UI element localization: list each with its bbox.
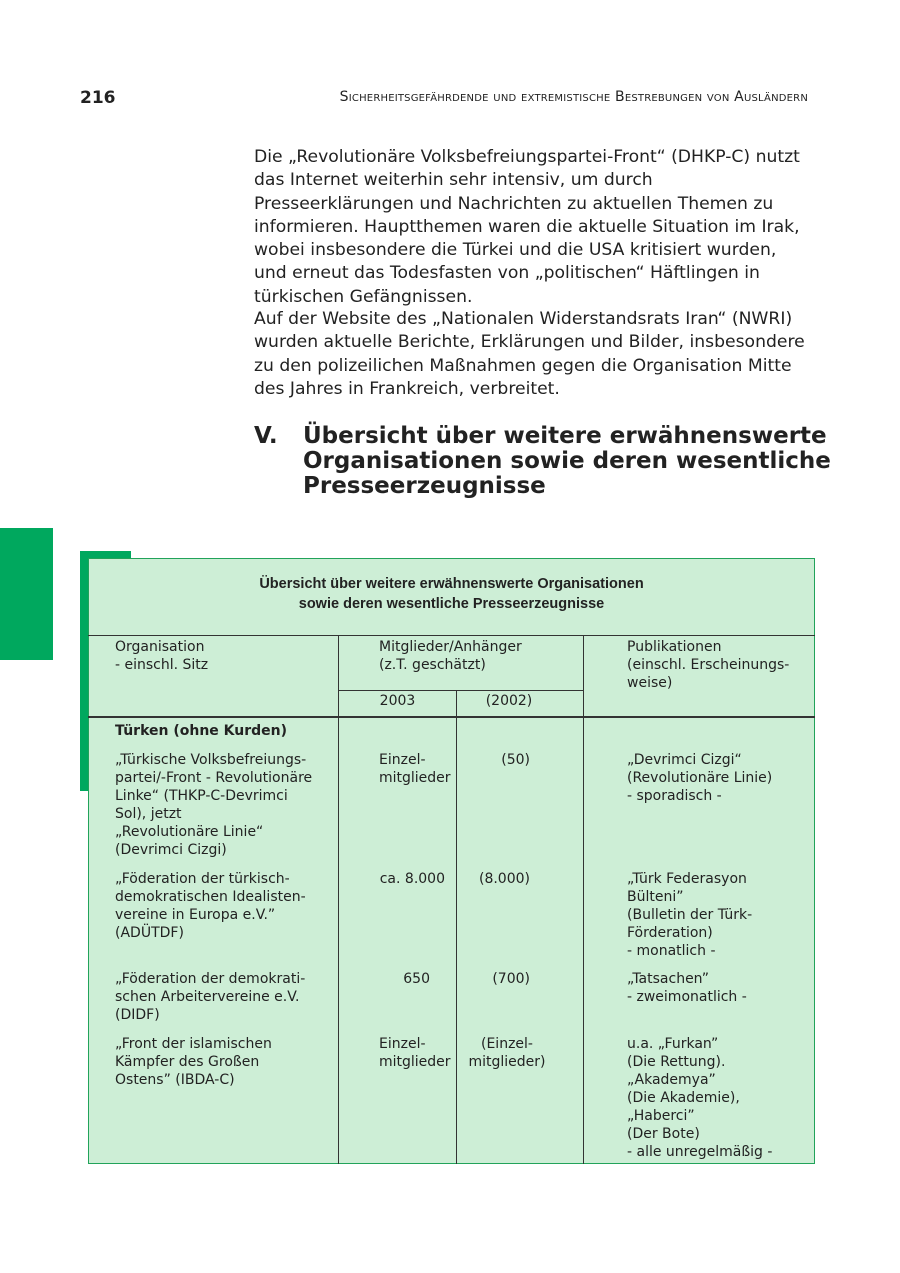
table-title-line2: sowie deren wesentliche Presseerzeugnisse <box>298 596 605 612</box>
header-members: Mitglieder/Anhänger (z.T. geschätzt) <box>379 639 522 673</box>
row-organisation: „Föderation der demokrati- schen Arbeitervereine e.V. (DIDF) <box>115 971 306 1023</box>
row-publications: „Devrimci Cizgi“ (Revolutionäre Linie) - sporadisch - <box>627 752 773 804</box>
row-publications: „Tatsachen” - zweimonatlich - <box>627 971 747 1005</box>
section-number: V. <box>254 423 278 449</box>
table-title-line1: Übersicht über weitere erwähnenswerte Organisationen <box>259 576 644 592</box>
row-members-2002: (700) <box>492 971 530 987</box>
row-publications: u.a. „Furkan” (Die Rettung). „Akademya” (Die Akademie), „Haberci” (Der Bote) - alle unregelmäßig - <box>627 1036 773 1160</box>
table-title <box>88 574 815 614</box>
row-members-2002: (Einzel- mitglieder) <box>468 1036 546 1070</box>
group-label-tuerken: Türken (ohne Kurden) <box>115 723 288 739</box>
row-organisation: „Föderation der türkisch- demokratischen Idealisten- vereine in Europa e.V.” (ADÜTDF) <box>115 871 306 941</box>
col-divider-3 <box>583 635 584 1164</box>
header-year-2003: 2003 <box>379 693 416 709</box>
header-year-2002: (2002) <box>485 693 533 709</box>
rule-header-top <box>88 635 815 636</box>
col-divider-1 <box>338 635 339 1164</box>
green-side-tab <box>0 528 53 660</box>
section-title: Übersicht über weitere erwähnenswerte Organisationen sowie deren wesentliche Presseerzeugnisse <box>303 423 831 499</box>
header-publications: Publikationen (einschl. Erscheinungs- weise) <box>627 639 790 691</box>
row-members-2003: Einzel- mitglieder <box>379 1036 451 1070</box>
row-organisation: „Front der islamischen Kämpfer des Großen Ostens” (IBDA-C) <box>115 1036 272 1088</box>
row-members-2003: ca. 8.000 <box>379 871 445 887</box>
row-members-2003: Einzel- mitglieder <box>379 752 451 786</box>
row-publications: „Türk Federasyon Bülteni” (Bulletin der Türk- Förderation) - monatlich - <box>627 871 753 959</box>
paragraph-dhkpc: Die „Revolutionäre Volksbefreiungspartei-Front“ (DHKP-C) nutzt das Internet weiterhin sehr intensiv, um durch Presseerklärungen und Nachrichten zu aktuellen Themen zu informieren. Hauptthemen waren die aktuelle Situation im Irak, wobei insbesondere die Türkei und die USA kritisiert wurden, und erneut das Todesfasten von „politischen“ Häftlingen in türkischen Gefängnissen. <box>254 147 800 307</box>
row-organisation: „Türkische Volksbefreiungs- partei/-Front - Revolutionäre Linke“ (THKP-C-Devrimci Sol), jetzt „Revolutionäre Linie“ (Devrimci Cizgi) <box>115 752 313 858</box>
green-corner-left <box>80 551 88 791</box>
header-organisation: Organisation - einschl. Sitz <box>115 639 209 673</box>
row-members-2002: (50) <box>501 752 530 768</box>
paragraph-nwri: Auf der Website des „Nationalen Widerstandsrats Iran“ (NWRI) wurden aktuelle Berichte, Erklärungen und Bilder, insbesondere zu den polizeilichen Maßnahmen gegen die Organisation Mitte des Jahres in Frankreich, verbreitet. <box>254 309 805 399</box>
rule-year-row <box>339 690 584 691</box>
page-number: 216 <box>80 88 116 108</box>
running-head: Sicherheitsgefährdende und extremistische Bestrebungen von Ausländern <box>339 89 808 105</box>
row-members-2003: 650 <box>403 971 430 987</box>
row-members-2002: (8.000) <box>478 871 530 887</box>
rule-header-bottom <box>88 716 815 718</box>
col-divider-2 <box>456 690 457 1164</box>
